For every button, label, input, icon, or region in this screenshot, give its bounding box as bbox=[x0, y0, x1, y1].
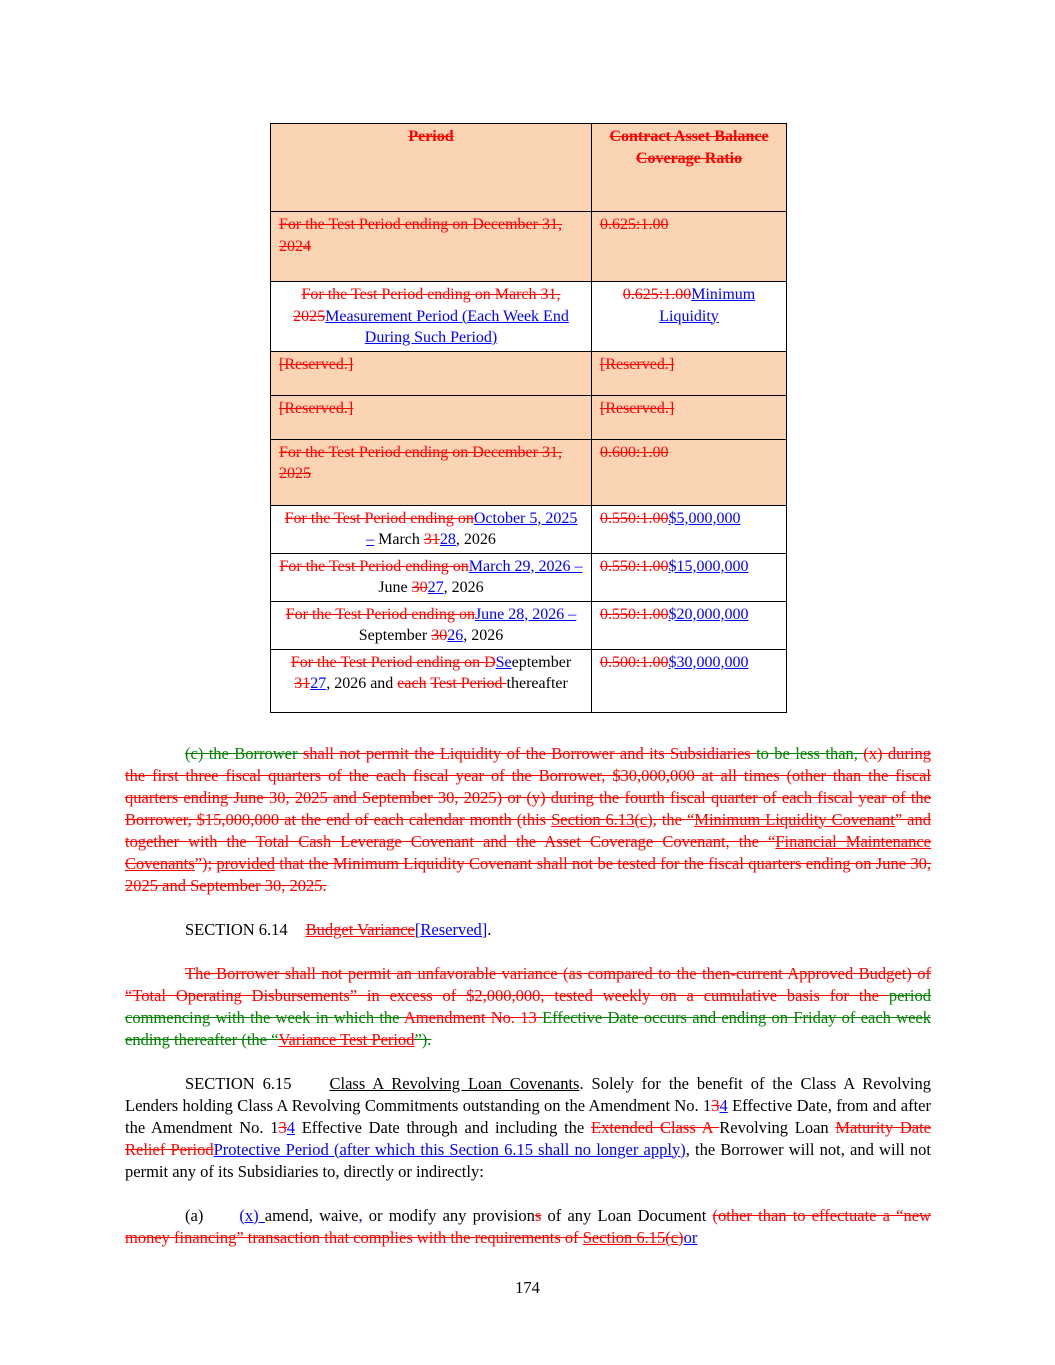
text-run: June bbox=[378, 579, 412, 596]
tab-space bbox=[125, 1073, 185, 1095]
text-run: Section 6.15(c) bbox=[582, 1227, 684, 1247]
text-run: Maturity Date Relief Period bbox=[125, 1117, 931, 1159]
text-run: , 2026 bbox=[455, 531, 496, 548]
text-run: 0.550:1.00 bbox=[600, 605, 669, 623]
text-run: Financial Maintenance Covenants bbox=[125, 831, 932, 873]
tab-space bbox=[288, 919, 306, 941]
text-run: 0.550:1.00 bbox=[600, 557, 669, 575]
table-row bbox=[271, 505, 787, 553]
text-run: Revolving Loan bbox=[719, 1117, 836, 1137]
table-row bbox=[271, 212, 787, 282]
text-run: June 28, 2026 – bbox=[474, 605, 577, 623]
text-run: 3 bbox=[711, 1095, 720, 1115]
text-run: , bbox=[358, 1205, 363, 1225]
table-header-row bbox=[271, 124, 787, 212]
text-run: The Borrower shall not permit an unfavorable variance (as compared to the then-current Approved Budget) of “Total Operating Disbursements” in excess of $2,000,000, tested weekly on a cumulative basis for the bbox=[125, 963, 931, 1005]
text-run: ending on Friday of each week ending thereafter (the “ bbox=[125, 1007, 932, 1049]
text-run: Test Period bbox=[430, 675, 507, 692]
text-run: For the Test Period ending on bbox=[285, 605, 475, 623]
text-run: 3 bbox=[278, 1117, 287, 1137]
text-run: s bbox=[534, 1205, 542, 1225]
paragraph-budget-variance bbox=[125, 963, 931, 1051]
text-run: 4 bbox=[286, 1117, 296, 1137]
text-run: Protective Period (after which this Section 6.15 shall no longer apply) bbox=[213, 1139, 686, 1159]
period-cell bbox=[271, 601, 592, 649]
text-run: 27 bbox=[310, 675, 327, 692]
text-run: that the Minimum Liquidity Covenant shall not be tested for the fiscal quarters ending on June 30, 2025 and September 30, 2025. bbox=[125, 853, 931, 895]
text-run: [Reserved.] bbox=[279, 355, 354, 373]
text-run: 31 bbox=[423, 531, 440, 548]
table-row bbox=[271, 282, 787, 352]
text-run: 0.500:1.00 bbox=[600, 653, 669, 671]
text-run: October 5, 2025 – bbox=[366, 509, 578, 548]
period-cell bbox=[271, 439, 592, 505]
text-run: Budget Variance bbox=[305, 919, 415, 939]
ratio-cell bbox=[592, 553, 787, 601]
text-run: 4 bbox=[719, 1095, 728, 1115]
tab-space bbox=[125, 743, 185, 765]
table-row bbox=[271, 439, 787, 505]
text-run: 28 bbox=[439, 531, 456, 548]
text-run: shall not permit the Liquidity of the Borrower and its Subsidiaries bbox=[302, 743, 757, 763]
text-run: $20,000,000 bbox=[668, 605, 749, 623]
text-run: Class A Revolving Loan Covenants bbox=[329, 1073, 580, 1093]
text-run: provided bbox=[216, 853, 276, 873]
text-run: , the “ bbox=[652, 809, 695, 829]
text-run: For the Test Period ending on bbox=[279, 557, 469, 575]
text-run: [Reserved] bbox=[414, 919, 488, 939]
text-run: (other than to effectuate a “new money financing” transaction that complies with the requirements of bbox=[125, 1205, 931, 1247]
period-cell bbox=[271, 395, 592, 439]
text-run: , 2026 bbox=[463, 627, 504, 644]
text-run: . bbox=[487, 919, 492, 939]
text-run: 0.625:1.00 bbox=[622, 286, 692, 303]
text-run: Period bbox=[408, 128, 454, 145]
text-run: amend, waive bbox=[264, 1205, 359, 1225]
text-run: Measurement Period (Each Week End During Such Period) bbox=[325, 307, 569, 346]
text-run: Variance Test Period bbox=[278, 1029, 415, 1049]
period-cell bbox=[271, 649, 592, 712]
text-run: 30 bbox=[411, 579, 428, 596]
ratio-cell bbox=[592, 649, 787, 712]
table-row bbox=[271, 351, 787, 395]
table-row bbox=[271, 601, 787, 649]
heading-section-6-14 bbox=[125, 919, 931, 941]
paragraph-minimum-liquidity-covenant bbox=[125, 743, 931, 897]
text-run: Amendment No. 13 bbox=[403, 1007, 543, 1027]
text-run: For the Test Period ending on December 31, 2025 bbox=[279, 443, 562, 482]
text-run: Se bbox=[495, 653, 512, 671]
text-run: , 2026 bbox=[443, 579, 484, 596]
period-cell bbox=[271, 553, 592, 601]
text-run: [Reserved.] bbox=[600, 399, 675, 417]
ratio-cell bbox=[592, 351, 787, 395]
text-run: (x) during the first three fiscal quarters of the each fiscal year of the Borrower, $30,000,000 at all times (other than the fiscal quarters ending June 30, 2025 and September 30, 2025) or (y) during the fourth fiscal quarter of each fiscal year of the Borrower, $15,000,000 at the end of each calendar month (this bbox=[125, 743, 931, 829]
paragraph-section-6-15 bbox=[125, 1073, 931, 1183]
text-run: (c) the Borrower bbox=[185, 743, 303, 763]
ratio-cell bbox=[592, 505, 787, 553]
text-run: ”); bbox=[194, 853, 217, 873]
text-run: to be less than, bbox=[756, 743, 864, 763]
text-run: of any Loan Document bbox=[541, 1205, 713, 1225]
text-run: Minimum Liquidity bbox=[659, 286, 756, 325]
covenant-table-body bbox=[271, 124, 787, 713]
text-run: each bbox=[397, 675, 427, 692]
text-run: thereafter bbox=[506, 675, 568, 692]
text-run: 31 bbox=[294, 675, 311, 692]
period-cell bbox=[271, 351, 592, 395]
ratio-cell bbox=[592, 439, 787, 505]
period-cell bbox=[271, 212, 592, 282]
page-content bbox=[125, 0, 931, 1249]
text-run: For the Test Period ending on December 31, 2024 bbox=[279, 216, 562, 255]
text-run: Contract Asset Balance Coverage Ratio bbox=[609, 128, 769, 167]
tab-space bbox=[125, 1205, 185, 1227]
ratio-cell bbox=[592, 601, 787, 649]
text-run: Extended Class A bbox=[590, 1117, 720, 1137]
text-run: 0.550:1.00 bbox=[600, 509, 669, 527]
text-run: Effective Date through and including the bbox=[295, 1117, 591, 1137]
text-run: 27 bbox=[427, 579, 444, 596]
period-cell bbox=[271, 282, 592, 352]
ratio-cell bbox=[592, 124, 787, 212]
text-run: [Reserved.] bbox=[279, 399, 354, 417]
text-run: eptember bbox=[511, 653, 572, 671]
text-run: SECTION 6.15 bbox=[185, 1073, 292, 1093]
text-run: 26 bbox=[447, 627, 464, 644]
covenant-table-wrap bbox=[270, 123, 786, 713]
text-run: Section 6.13(c) bbox=[551, 809, 653, 829]
ratio-cell bbox=[592, 282, 787, 352]
text-run: September bbox=[358, 627, 432, 644]
text-run: 0.600:1.00 bbox=[600, 443, 669, 461]
text-run: or modify any provision bbox=[362, 1205, 535, 1225]
text-run: period commencing with the week in which the bbox=[125, 985, 931, 1027]
text-run: SECTION 6.14 bbox=[185, 919, 288, 939]
ratio-cell bbox=[592, 212, 787, 282]
text-run: For the Test Period ending on bbox=[284, 509, 474, 527]
tab-space bbox=[125, 919, 185, 941]
page-number: 174 bbox=[515, 1278, 540, 1297]
text-run: [Reserved.] bbox=[600, 355, 675, 373]
period-cell bbox=[271, 124, 592, 212]
tab-space bbox=[292, 1073, 330, 1095]
text-run: 0.625:1.00 bbox=[600, 216, 669, 233]
text-run: 30 bbox=[431, 627, 448, 644]
text-run: $5,000,000 bbox=[668, 509, 741, 527]
text-run: Minimum Liquidity Covenant bbox=[694, 809, 895, 829]
text-run: ”). bbox=[414, 1029, 432, 1049]
text-run: (a) bbox=[185, 1205, 204, 1225]
text-run: $30,000,000 bbox=[668, 653, 749, 671]
tab-space bbox=[203, 1205, 239, 1227]
table-row bbox=[271, 553, 787, 601]
text-run: March 29, 2026 – bbox=[468, 557, 583, 575]
text-run: , 2026 and bbox=[326, 675, 398, 692]
text-run: (x) bbox=[239, 1205, 265, 1225]
period-cell bbox=[271, 505, 592, 553]
table-row bbox=[271, 649, 787, 712]
text-run: or bbox=[683, 1227, 698, 1247]
text-run: . Solely for the benefit of the Class A Revolving Lenders holding Class A Revolving Commitments outstanding on the Amendment No. 1 bbox=[125, 1073, 931, 1115]
text-run: $15,000,000 bbox=[668, 557, 749, 575]
covenant-table bbox=[270, 123, 787, 713]
tab-space bbox=[125, 963, 185, 985]
text-run: March bbox=[374, 531, 424, 548]
text-run: For the Test Period ending on March 31, 2025 bbox=[293, 286, 561, 325]
text-run: Effective Date, from and after the Amendment No. 1 bbox=[125, 1095, 931, 1137]
text-run: ” and together with the Total Cash Leverage Covenant and the Asset Coverage Covenant, the “ bbox=[125, 809, 931, 851]
ratio-cell bbox=[592, 395, 787, 439]
table-row bbox=[271, 395, 787, 439]
text-run: Effective Date occurs and bbox=[542, 1007, 722, 1027]
text-run: , the Borrower will not, and will not permit any of its Subsidiaries to, directly or indirectly: bbox=[125, 1139, 932, 1181]
paragraph-clause-a bbox=[125, 1205, 931, 1249]
text-run: For the Test Period ending on D bbox=[290, 653, 496, 671]
